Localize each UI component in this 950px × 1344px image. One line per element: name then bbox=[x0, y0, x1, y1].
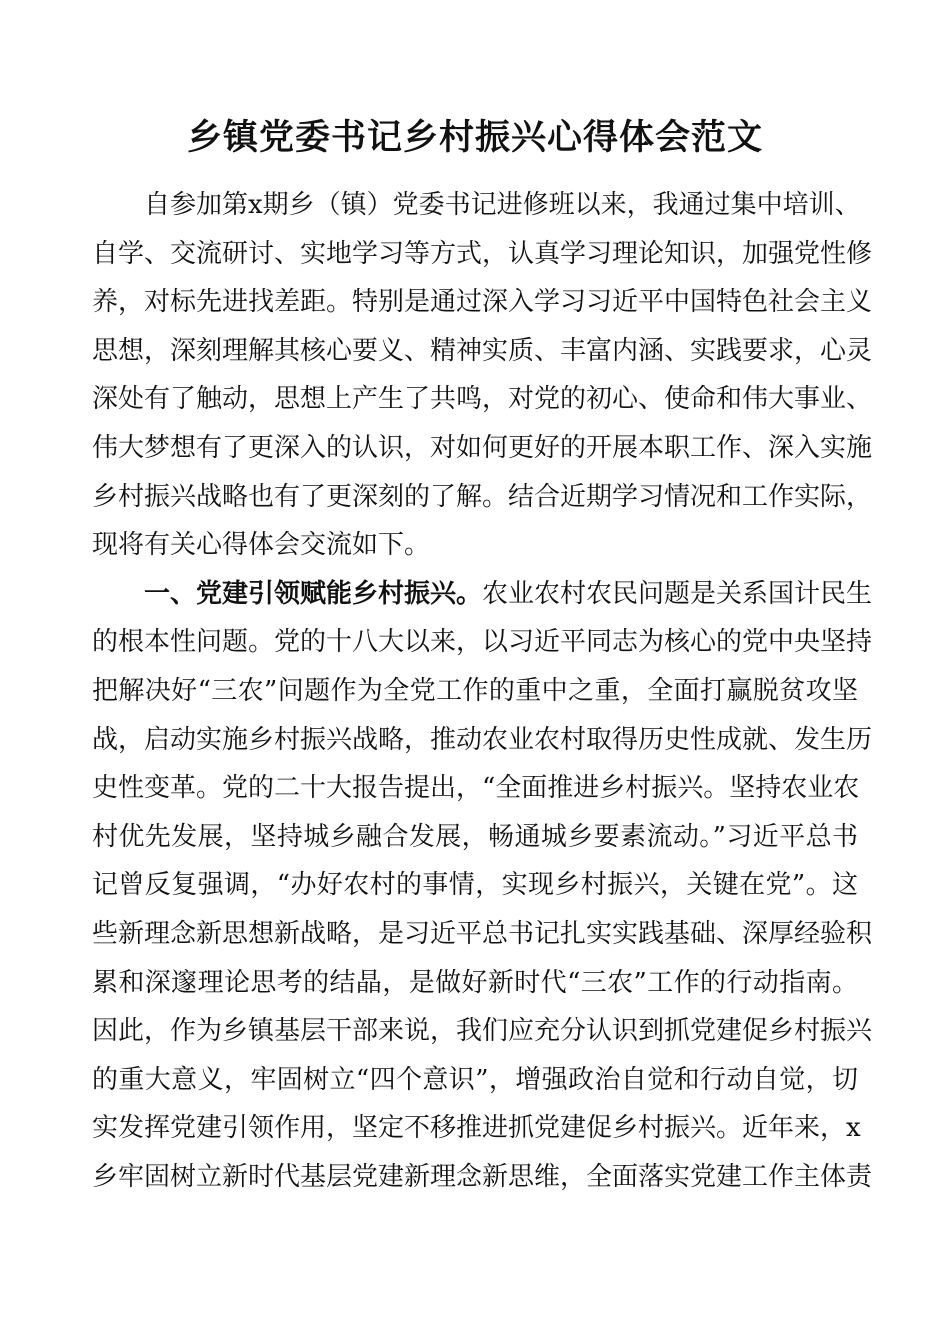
paragraph-line: 史性变革。党的二十大报告提出，“全面推进乡村振兴。坚持农业农 bbox=[92, 773, 860, 804]
paragraph-line: 自参加第x期乡（镇）党委书记进修班以来，我通过集中培训、 bbox=[144, 190, 861, 220]
paragraph-line: 记曾反复强调，“办好农村的事情，实现乡村振兴，关键在党”。这 bbox=[92, 870, 858, 901]
paragraph-line: 伟大梦想有了更深入的认识，对如何更好的开展本职工作、深入实施 bbox=[92, 432, 873, 463]
paragraph-line: 村优先发展，坚持城乡融合发展，畅通城乡要素流动。”习近平总书 bbox=[92, 821, 858, 852]
paragraph-line: 养，对标先进找差距。特别是通过深入学习习近平中国特色社会主义 bbox=[92, 287, 873, 318]
paragraph-line: 因此，作为乡镇基层干部来说，我们应充分认识到抓党建促乡村振兴 bbox=[92, 1016, 873, 1047]
document-title: 乡镇党委书记乡村振兴心得体会范文 bbox=[186, 118, 763, 158]
paragraph-line: 深处有了触动，思想上产生了共鸣，对党的初心、使命和伟大事业、 bbox=[92, 384, 873, 415]
paragraph-line: 的重大意义，牢固树立“四个意识”，增强政治自觉和行动自觉，切 bbox=[92, 1064, 858, 1095]
section-first-line-text: 农业农村农民问题是关系国计民生 bbox=[482, 578, 873, 609]
paragraph-line: 思想，深刻理解其核心要义、精神实质、丰富内涵、实践要求，心灵 bbox=[92, 335, 873, 366]
paragraph-line: 乡牢固树立新时代基层党建新理念新思维，全面落实党建工作主体责 bbox=[92, 1161, 873, 1192]
paragraph-line: 把解决好“三农”问题作为全党工作的重中之重，全面打赢脱贫攻坚 bbox=[92, 675, 858, 706]
document-body bbox=[92, 181, 873, 1201]
paragraph-line: 战，启动实施乡村振兴战略，推动农业农村取得历史性成就、发生历 bbox=[92, 724, 873, 755]
paragraph-line: 些新理念新思想新战略，是习近平总书记扎实实践基础、深厚经验积 bbox=[92, 918, 873, 949]
paragraph-line: 累和深邃理论思考的结晶，是做好新时代“三农”工作的行动指南。 bbox=[92, 967, 858, 998]
section-heading: 一、党建引领赋能乡村振兴。 bbox=[144, 578, 483, 609]
paragraph-line: 自学、交流研讨、实地学习等方式，认真学习理论知识，加强党性修 bbox=[92, 238, 873, 269]
paragraph-line: 现将有关心得体会交流如下。 bbox=[92, 530, 431, 561]
paragraph-line: 实发挥党建引领作用，坚定不移推进抓党建促乡村振兴。近年来，x bbox=[92, 1113, 861, 1144]
paragraph-line: 乡村振兴战略也有了更深刻的了解。结合近期学习情况和工作实际， bbox=[92, 481, 873, 512]
paragraph-line: 的根本性问题。党的十八大以来，以习近平同志为核心的党中央坚持 bbox=[92, 627, 873, 658]
section-heading-line bbox=[92, 570, 873, 619]
